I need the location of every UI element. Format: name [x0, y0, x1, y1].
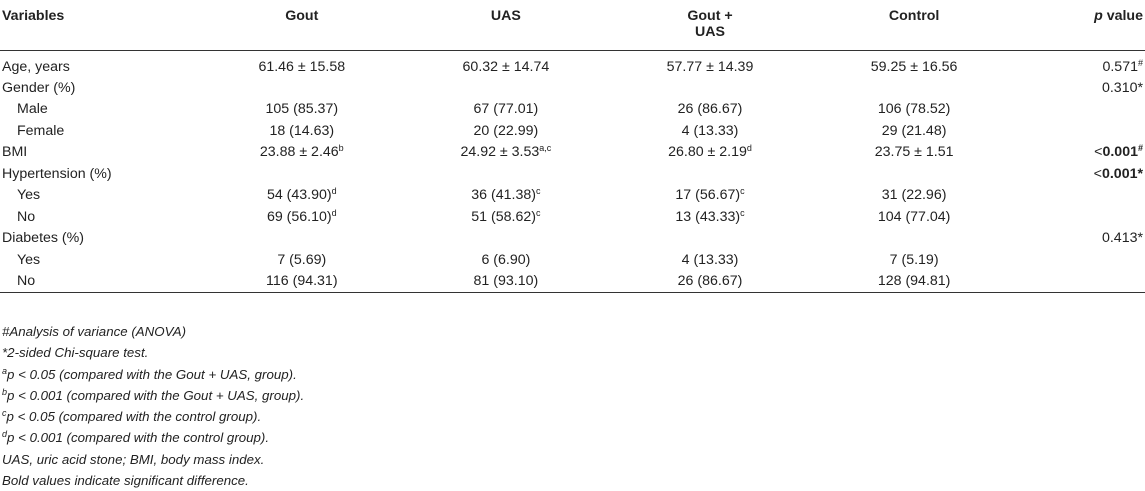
- row-label: Age, years: [2, 58, 70, 75]
- row-label: No: [17, 273, 36, 290]
- cell-uas: 36 $(41.38)^c$: [471, 186, 541, 204]
- table-row: [0, 228, 1145, 250]
- footnote: Bold values indicate significant difference.: [2, 473, 249, 489]
- cell-p-value: 0.571#: [1102, 57, 1143, 75]
- cell-uas: 6 (6.90): [481, 251, 531, 268]
- row-label: Yes: [17, 251, 41, 268]
- cell-uas: 60.32 ± 14.74: [462, 58, 550, 75]
- cell-gout-uas: 26.80 ± 2.19$^d$: [668, 143, 752, 161]
- header-variables: Variables: [2, 8, 65, 24]
- footnote: $^d$p < 0.001 (compared with the control group).: [2, 429, 270, 446]
- cell-gout: 23.88 ± 2.46$^b$: [259, 143, 344, 161]
- cell-gout-uas: 57.77 ± 14.39: [666, 58, 754, 75]
- table-row: [0, 163, 1145, 185]
- cell-uas: 51 $(58.62)^c$: [471, 207, 541, 225]
- cell-control: 31 (22.96): [881, 187, 947, 204]
- cell-gout: 69 $(56.10)^d$: [266, 207, 337, 225]
- header-gout: Gout: [285, 8, 319, 24]
- row-label: Gender (%): [2, 79, 76, 96]
- cell-uas: 67 (77.01): [473, 101, 539, 118]
- table-header-row: [0, 0, 1145, 50]
- cell-control: 128 (94.81): [877, 273, 951, 290]
- row-label: Hypertension (%): [2, 165, 112, 182]
- cell-gout: 105 (85.37): [265, 101, 339, 118]
- cell-uas: 20 (22.99): [473, 122, 539, 139]
- row-label: No: [17, 208, 36, 225]
- table-footnotes: [2, 321, 304, 491]
- header-gout-uas: Gout + UAS: [687, 8, 733, 40]
- cell-gout: 54 $(43.90)^d$: [266, 186, 337, 204]
- table-row: [0, 77, 1145, 99]
- footnote: UAS, uric acid stone; BMI, body mass index.: [2, 451, 265, 467]
- cell-gout: 116 (94.31): [266, 273, 338, 290]
- table-row: [0, 99, 1145, 121]
- cell-control: 23.75 ± 1.51: [874, 144, 954, 161]
- cell-gout-uas: 4 (13.33): [681, 122, 739, 139]
- row-label: Female: [17, 122, 65, 139]
- cell-gout-uas: 17 $(56.67)^c$: [675, 186, 745, 204]
- table-row: [0, 249, 1145, 271]
- cell-gout-uas: 4 (13.33): [681, 251, 739, 268]
- row-label: BMI: [2, 144, 28, 161]
- table-row: [0, 206, 1145, 228]
- footnote: $^a$p < 0.05 (compared with the Gout + UAS, group).: [2, 365, 297, 382]
- header-uas: UAS: [490, 8, 521, 24]
- cell-gout-uas: 26 (86.67): [677, 101, 743, 118]
- cell-gout-uas: 26 (86.67): [677, 273, 743, 290]
- table-row: [0, 120, 1145, 142]
- cell-gout: 61.46 ± 15.58: [258, 58, 346, 75]
- cell-control: 29 (21.48): [881, 122, 947, 139]
- cell-control: 7 (5.19): [889, 251, 939, 268]
- cell-control: 106 (78.52): [877, 101, 951, 118]
- table-row: [0, 185, 1145, 207]
- table-row: [0, 271, 1145, 293]
- footnote: $^c$p < 0.05 (compared with the control group).: [2, 408, 262, 425]
- cell-p-value: <0.001*: [1093, 165, 1143, 182]
- cell-gout: 7 (5.69): [277, 251, 327, 268]
- cell-gout: 18 (14.63): [269, 122, 335, 139]
- cell-uas: 81 (93.10): [473, 273, 539, 290]
- header-control: Control: [888, 8, 940, 24]
- cell-control: 59.25 ± 16.56: [870, 58, 958, 75]
- row-label: Diabetes (%): [2, 230, 85, 247]
- footnote: *2-sided Chi-square test.: [2, 345, 149, 361]
- table-row: [0, 142, 1145, 164]
- cell-p-value: <0.001#: [1094, 143, 1143, 161]
- footnote: $^b$p < 0.001 (compared with the Gout + UAS, group).: [2, 386, 305, 403]
- footnote: #Analysis of variance (ANOVA): [2, 324, 187, 339]
- row-label: Male: [17, 101, 48, 118]
- cell-uas: $24.92 \pm 3.53^{a,c}$: [460, 143, 552, 161]
- cell-gout-uas: 13 $(43.33)^c$: [675, 207, 745, 225]
- cell-p-value: 0.413*: [1101, 230, 1143, 247]
- row-label: Yes: [17, 187, 41, 204]
- header-p-value: p value: [1094, 8, 1143, 24]
- cell-control: 104 (77.04): [877, 208, 951, 225]
- table-row: [0, 50, 1145, 77]
- cell-p-value: 0.310*: [1101, 79, 1143, 96]
